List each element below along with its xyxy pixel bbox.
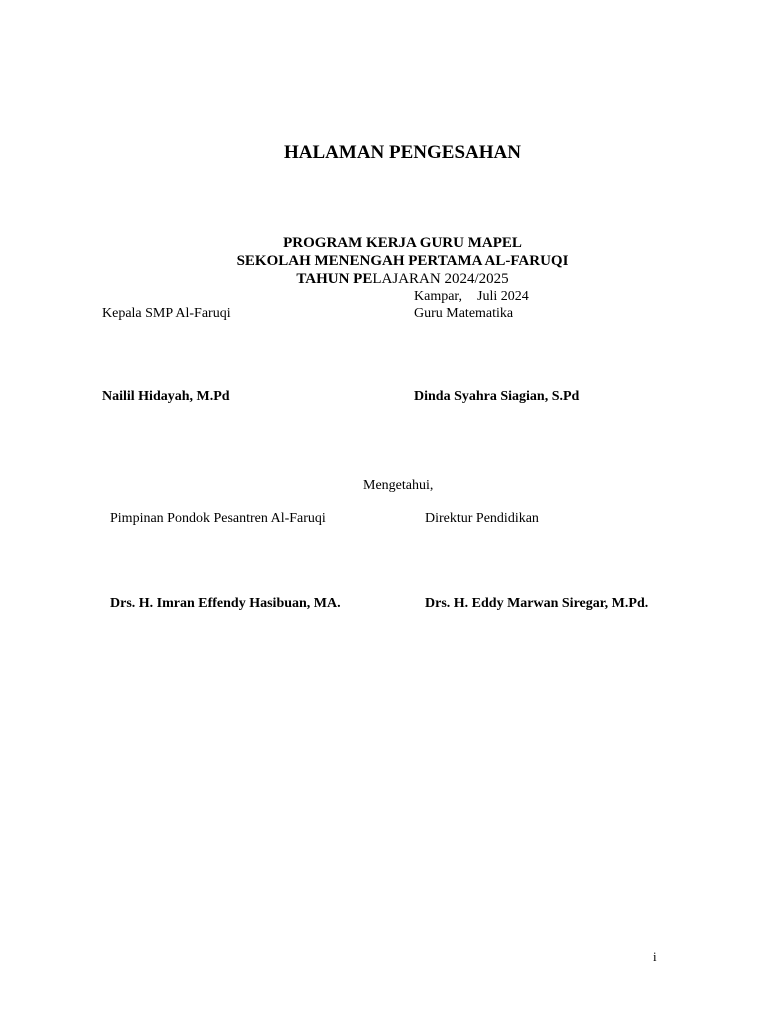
role-guru-matematika: Guru Matematika — [414, 306, 514, 321]
name-direktur-pendidikan: Drs. H. Eddy Marwan Siregar, M.Pd. — [425, 596, 649, 611]
acknowledged-label: Mengetahui, — [363, 478, 434, 493]
program-title-line-2: SEKOLAH MENENGAH PERTAMA AL-FARUQI — [236, 253, 569, 269]
date: Juli 2024 — [477, 289, 529, 304]
role-kepala-smp: Kepala SMP Al-Faruqi — [102, 306, 231, 321]
page-number: i — [653, 949, 657, 964]
academic-year-bold-part: TAHUN PE — [296, 271, 373, 287]
role-pimpinan-pondok: Pimpinan Pondok Pesantren Al-Faruqi — [110, 511, 326, 526]
role-direktur-pendidikan: Direktur Pendidikan — [425, 511, 539, 526]
page-title: HALAMAN PENGESAHAN — [284, 142, 521, 163]
name-pimpinan-pondok: Drs. H. Imran Effendy Hasibuan, MA. — [110, 596, 341, 611]
place-date — [414, 290, 529, 304]
program-title-line-3 — [0, 272, 768, 287]
program-title-line-1: PROGRAM KERJA GURU MAPEL — [283, 235, 522, 251]
name-kepala-smp: Nailil Hidayah, M.Pd — [102, 389, 230, 404]
name-guru-matematika: Dinda Syahra Siagian, S.Pd — [414, 389, 580, 404]
place: Kampar, — [414, 289, 463, 304]
academic-year-rest: LAJARAN 2024/2025 — [372, 271, 509, 287]
